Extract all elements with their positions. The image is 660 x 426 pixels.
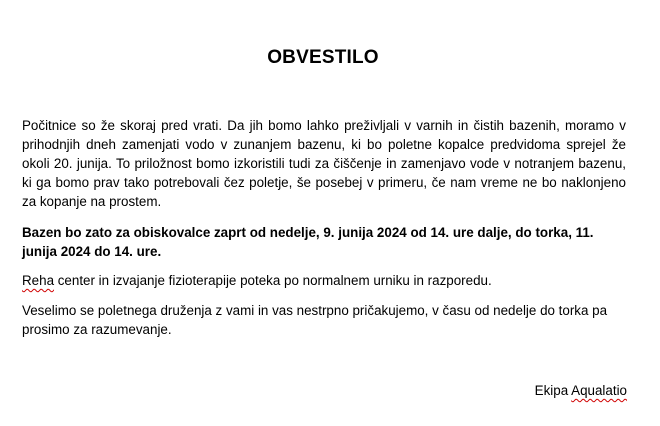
document-title: OBVESTILO [267, 47, 379, 68]
signature [535, 381, 627, 400]
spellcheck-flagged-word: Reha [22, 273, 55, 288]
paragraph-intro: Počitnice so že skoraj pred vrati. Da jih bomo lahko preživljali v varnih in čistih bazenih, moramo v prihodnjih dneh zamenjati vodo v zunanjem bazenu, ki bo poletne kopalce predvidoma sprejel že okoli 20. junija. To priložnost bomo izkoristili tudi za čiščenje in zamenjavo vode v notranjem bazenu, ki ga bomo prav tako potrebovali čez poletje, še posebej v primeru, če nam vreme ne bo naklonjeno za kopanje na prostem. [22, 118, 626, 209]
paragraph-reha-center-text: center in izvajanje fizioterapije poteka po normalnem urniku in razporedu. [54, 273, 492, 288]
signature-prefix: Ekipa [534, 383, 572, 398]
paragraph-reha-center [22, 271, 626, 290]
paragraph-closing: Veselimo se poletnega druženja z vami in vas nestrpno pričakujemo, v času od nedelje do torka pa prosimo za razumevanje. [22, 303, 608, 337]
paragraph-closure-notice: Bazen bo zato za obiskovalce zaprt od nedelje, 9. junija 2024 od 14. ure dalje, do torka, 11. junija 2024 do 14. ure. [22, 225, 594, 259]
spellcheck-flagged-signature-word: Aqualatio [571, 383, 627, 398]
